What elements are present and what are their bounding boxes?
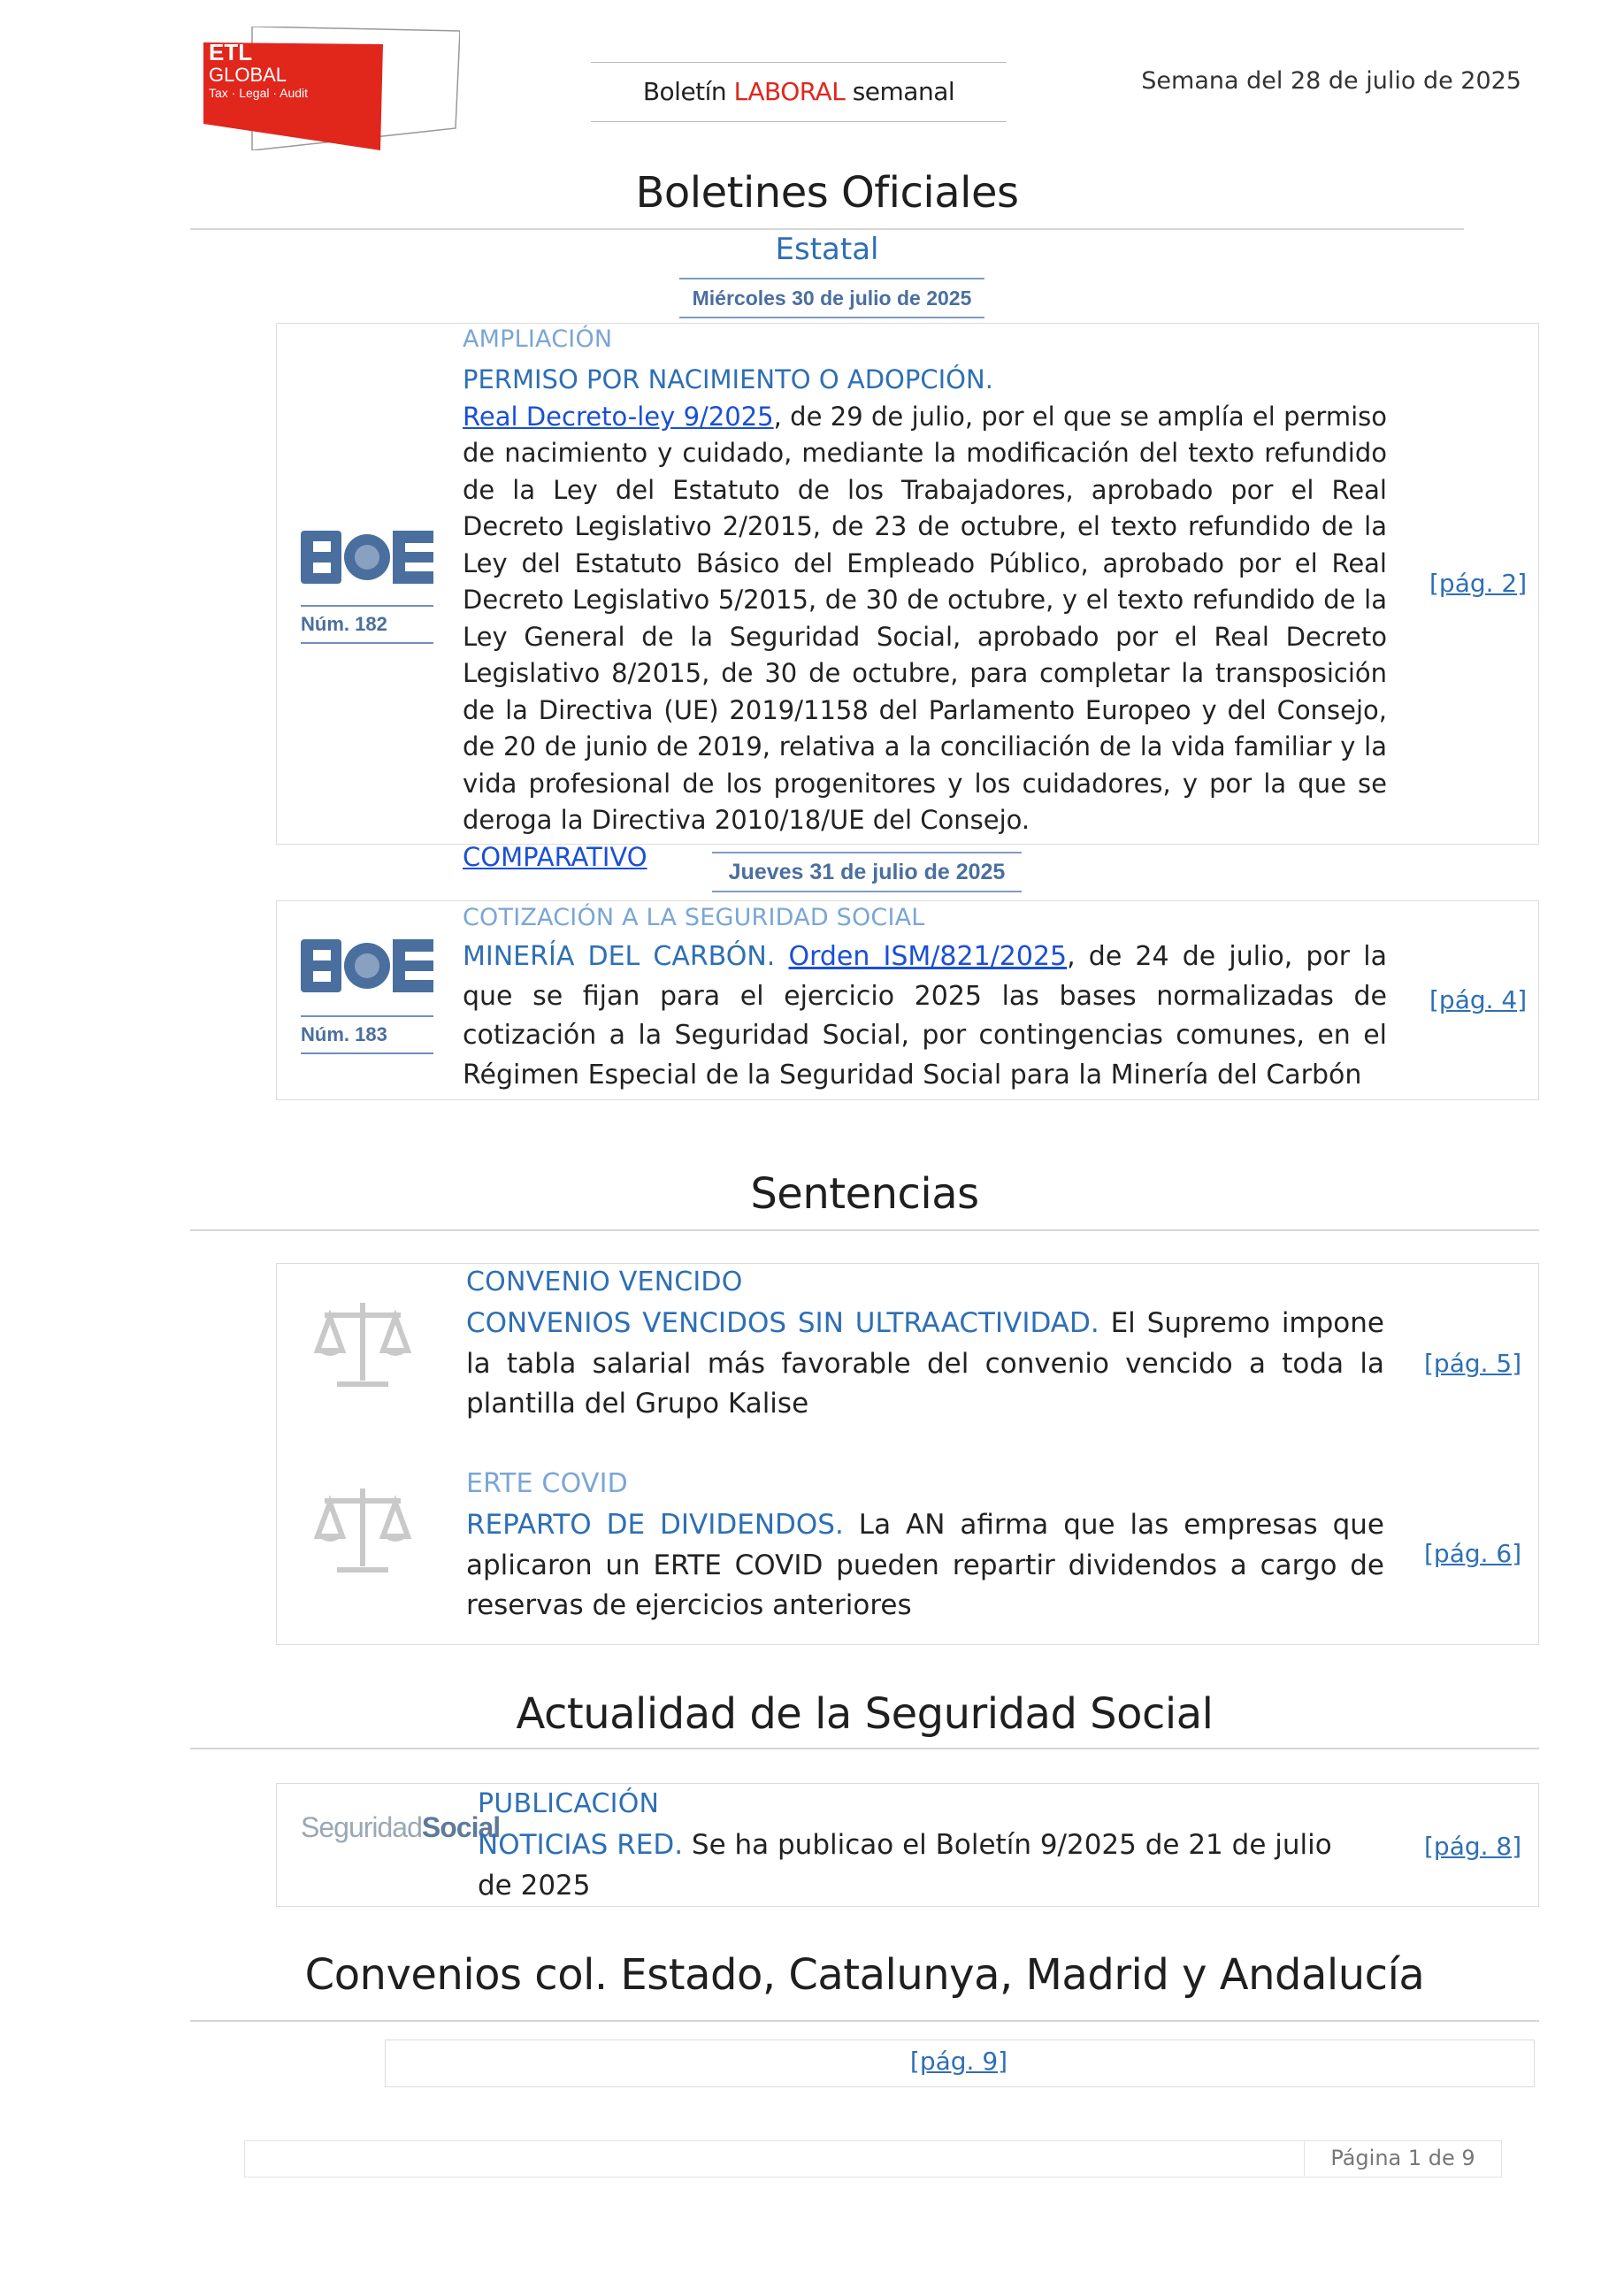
entry-body: , de 29 de julio, por el que se amplía el permiso de nacimiento y cuidado, mediante la modificación del texto refundido de la Ley del Estatuto de los Trabajadores, aprobado por el Real Decreto Legislativo 2/2015, de 23 de octubre, el texto refundido de la Ley del Estatuto Básico del Empleado Público, aprobado por el Real Decreto Legislativo 5/2015, de 30 de octubre, y el texto refundido de la Ley General de la Seguridad Social, aprobado por el Real Decreto Legislativo 8/2015, de 30 de octubre, para completar la transposición de la Directiva (UE) 2019/1158 del Parlamento Europeo y del Consejo, de 20 de junio de 2019, relativa a la conciliación de la vida familiar y la vida profesional de los progenitores y los cuidadores, y por la que se deroga la Directiva 2010/18/UE del Consejo. xyxy=(463,401,1387,835)
entry-headline: NOTICIAS RED. xyxy=(478,1829,684,1861)
date-badge-2: Jueves 31 de julio de 2025 xyxy=(712,852,1022,892)
comparativo-link[interactable]: COMPARATIVO xyxy=(463,841,647,872)
scales-icon xyxy=(314,1481,411,1582)
bulletin-title xyxy=(591,62,1007,122)
section-title-convenios: Convenios col. Estado, Catalunya, Madrid y Andalucía xyxy=(304,1950,1425,2000)
entry-category: ERTE COVID xyxy=(466,1468,628,1499)
entry-headline: CONVENIOS VENCIDOS SIN ULTRAACTIVIDAD. xyxy=(466,1307,1099,1339)
page-link[interactable]: [pág. 8] xyxy=(1424,1832,1522,1861)
logo-text: GLOBAL xyxy=(209,64,287,86)
page-link[interactable]: [pág. 6] xyxy=(1424,1539,1522,1568)
entry-headline-block xyxy=(466,1304,1384,1425)
svg-text:ETL: ETL xyxy=(209,39,253,65)
section-divider xyxy=(190,2020,1539,2022)
week-label: Semana del 28 de julio de 2025 xyxy=(1141,67,1521,95)
section-subtitle-estatal: Estatal xyxy=(775,232,879,267)
boe-logo xyxy=(301,939,433,996)
logo-part-b: Social xyxy=(421,1811,501,1843)
entry-body: El Supremo impone la tabla salarial más favorable del convenio vencido a toda la plantilla del Grupo Kalise xyxy=(466,1307,1384,1420)
entry-body: La AN afirma que las empresas que aplicaron un ERTE COVID pueden repartir dividendos a cargo de reservas de ejercicios anteriores xyxy=(466,1509,1384,1621)
entry-headline-block xyxy=(463,938,1387,1095)
section-divider xyxy=(190,1748,1539,1749)
page-number: Página 1 de 9 xyxy=(1304,2140,1501,2176)
section-divider xyxy=(190,1229,1539,1231)
bulletin-title-post: semanal xyxy=(845,77,955,106)
entry-headline: REPARTO DE DIVIDENDOS. xyxy=(466,1509,844,1541)
page-link[interactable]: [pág. 5] xyxy=(1424,1349,1522,1378)
boe-number: Núm. 183 xyxy=(301,1015,433,1054)
page-link[interactable]: [pág. 2] xyxy=(1429,569,1528,598)
boe-logo xyxy=(301,531,433,587)
entry-headline: MINERÍA DEL CARBÓN. xyxy=(463,941,776,972)
bulletin-title-laboral: LABORAL xyxy=(733,77,846,106)
entry-link[interactable]: Orden ISM/821/2025 xyxy=(788,941,1068,972)
entry-link[interactable]: Real Decreto-ley 9/2025 xyxy=(463,401,774,432)
entry-category: CONVENIO VENCIDO xyxy=(466,1267,743,1297)
seguridad-social-logo xyxy=(301,1811,500,1844)
section-title-sentencias: Sentencias xyxy=(750,1169,979,1219)
convenios-page-wrap xyxy=(385,2047,1533,2076)
entry-headline-block xyxy=(466,1505,1384,1626)
bulletin-title-pre: Boletín xyxy=(642,77,734,106)
entry-category: PUBLICACIÓN xyxy=(478,1788,660,1819)
etl-global-logo xyxy=(203,27,460,150)
logo-part-a: Seguridad xyxy=(301,1811,422,1843)
page-link[interactable]: [pág. 4] xyxy=(1429,985,1528,1014)
section-title-boletines: Boletines Oficiales xyxy=(635,168,1019,218)
page-link[interactable]: [pág. 9] xyxy=(909,2047,1008,2076)
entry-body: Se ha publicao el Boletín 9/2025 de 21 de julio de 2025 xyxy=(478,1829,1332,1902)
entry-headline-block xyxy=(463,362,1387,876)
entry-category: COTIZACIÓN A LA SEGURIDAD SOCIAL xyxy=(463,904,925,931)
svg-text:Tax · Legal · Audit: Tax · Legal · Audit xyxy=(209,86,309,100)
entry-category: AMPLIACIÓN xyxy=(463,325,613,353)
boe-number: Núm. 182 xyxy=(301,605,433,644)
date-badge-1: Miércoles 30 de julio de 2025 xyxy=(679,278,984,318)
entry-body: , de 24 de julio, por la que se fijan para el ejercicio 2025 las bases normalizadas de cotización a la Seguridad Social, por contingencias comunes, en el Régimen Especial de la Seguridad Social para la Minería del Carbón xyxy=(463,941,1387,1091)
section-divider xyxy=(190,228,1464,230)
section-title-seguridad: Actualidad de la Seguridad Social xyxy=(516,1689,1214,1739)
entry-headline: PERMISO POR NACIMIENTO O ADOPCIÓN. xyxy=(463,364,993,394)
scales-icon xyxy=(314,1296,411,1397)
entry-headline-block xyxy=(478,1825,1344,1906)
